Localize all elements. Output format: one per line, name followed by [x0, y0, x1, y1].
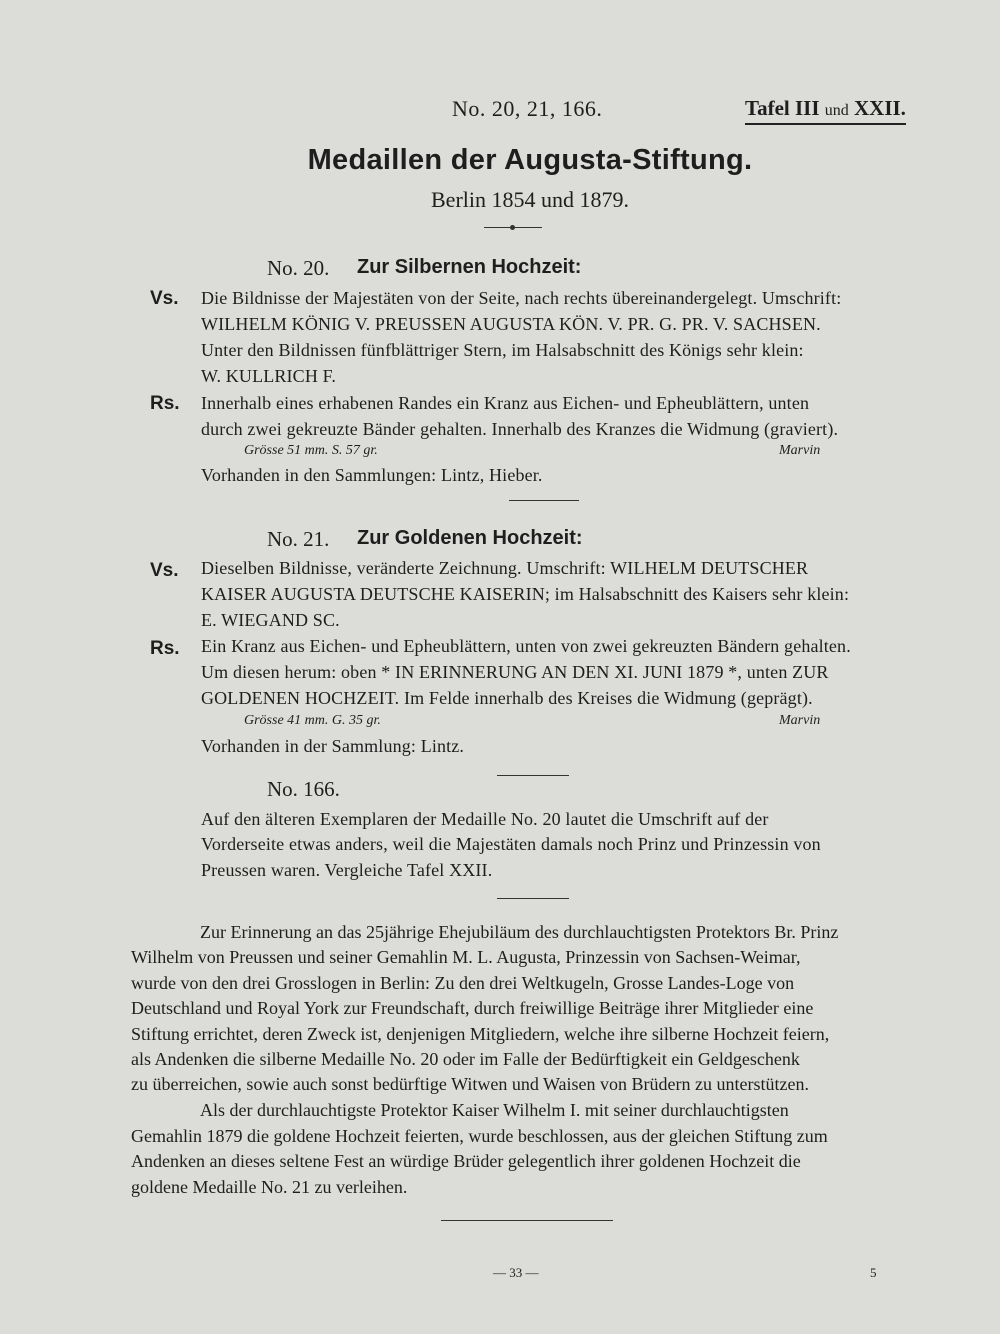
no21-label: No. 21. [267, 527, 330, 551]
no21-vs-mark: Vs. [150, 560, 179, 581]
body-p1-line-1: Zur Erinnerung an das 25jährige Ehejubiläum des durchlauchtigsten Protektors Br. Prinz [200, 922, 839, 942]
no20-size: Grösse 51 mm. S. 57 gr. [244, 443, 378, 458]
no20-vs-line-1: Die Bildnisse der Majestäten von der Seite, nach rechts übereinandergelegt. Umschrift: [201, 288, 842, 308]
tafel-label: Tafel III [745, 96, 820, 120]
body-p1-line-7: zu überreichen, sowie auch sonst bedürftige Witwen und Waisen von Brüdern zu unterstützen. [131, 1074, 809, 1094]
no20-source: Marvin [779, 443, 821, 458]
no166-line-2: Vorderseite etwas anders, weil die Majestäten damals noch Prinz und Prinzessin von [201, 834, 821, 854]
no21-vs-line-3: E. WIEGAND SC. [201, 610, 340, 630]
header-numbers: No. 20, 21, 166. [452, 96, 603, 121]
tafel-und: und [824, 102, 849, 119]
page-subtitle: Berlin 1854 und 1879. [431, 187, 629, 212]
no21-rs-line-3: GOLDENEN HOCHZEIT. Im Felde innerhalb des Kreises die Widmung (geprägt). [201, 688, 813, 708]
divider-rule [509, 500, 579, 501]
divider-rule-3 [497, 898, 569, 899]
no20-rs-line-2: durch zwei gekreuzte Bänder gehalten. Innerhalb des Kranzes die Widmung (graviert). [201, 419, 839, 439]
no21-rs-line-2: Um diesen herum: oben * IN ERINNERUNG AN DEN XI. JUNI 1879 *, unten ZUR [201, 662, 829, 682]
no20-rs-mark: Rs. [150, 393, 180, 414]
divider-rule-2 [497, 775, 569, 776]
body-p1-line-4: Deutschland und Royal York zur Freundschaft, durch freiwillige Beiträge ihrer Mitglieder eine [131, 998, 814, 1018]
no21-heading: Zur Goldenen Hochzeit: [357, 527, 583, 549]
no20-rs-line-1: Innerhalb eines erhabenen Randes ein Kranz aus Eichen- und Epheublättern, unten [201, 393, 810, 413]
no21-source: Marvin [779, 713, 821, 728]
ornament-dot [510, 225, 515, 230]
no166-line-1: Auf den älteren Exemplaren der Medaille No. 20 lautet die Umschrift auf der [201, 809, 769, 829]
no20-vs-line-2: WILHELM KÖNIG V. PREUSSEN AUGUSTA KÖN. V. PR. G. PR. V. SACHSEN. [201, 314, 821, 334]
no21-rs-mark: Rs. [150, 638, 180, 659]
no21-size: Grösse 41 mm. G. 35 gr. [244, 713, 381, 728]
no20-heading: Zur Silbernen Hochzeit: [357, 256, 582, 278]
no20-vs-line-4: W. KULLRICH F. [201, 366, 336, 386]
page-title: Medaillen der Augusta-Stiftung. [307, 144, 753, 176]
body-p2-line-2: Gemahlin 1879 die goldene Hochzeit feierten, wurde beschlossen, aus der gleichen Stiftung zum [131, 1126, 828, 1146]
signature-mark: 5 [870, 1265, 877, 1280]
no21-rs-line-1: Ein Kranz aus Eichen- und Epheublättern, unten von zwei gekreuzten Bändern gehalten. [201, 636, 851, 656]
no21-vs-line-2: KAISER AUGUSTA DEUTSCHE KAISERIN; im Halsabschnitt des Kaisers sehr klein: [201, 584, 850, 604]
header-tafel [745, 96, 906, 125]
body-p1-line-3: wurde von den drei Grosslogen in Berlin: Zu den drei Weltkugeln, Grosse Landes-Loge von [131, 973, 795, 993]
no20-label: No. 20. [267, 256, 330, 280]
no21-vs-line-1: Dieselben Bildnisse, veränderte Zeichnung. Umschrift: WILHELM DEUTSCHER [201, 558, 809, 578]
no20-vs-mark: Vs. [150, 288, 179, 309]
body-p1-line-2: Wilhelm von Preussen und seiner Gemahlin M. L. Augusta, Prinzessin von Sachsen-Weimar, [131, 947, 801, 967]
tafel-label-2: XXII. [854, 96, 906, 120]
closing-rule [441, 1220, 613, 1221]
no166-line-3: Preussen waren. Vergleiche Tafel XXII. [201, 860, 493, 880]
body-p2-line-3: Andenken an dieses seltene Fest an würdige Brüder gelegentlich ihrer goldenen Hochzeit die [131, 1151, 801, 1171]
body-p2-line-4: goldene Medaille No. 21 zu verleihen. [131, 1177, 408, 1197]
body-p1-line-6: als Andenken die silberne Medaille No. 20 oder im Falle der Bedürftigkeit ein Geldgeschenk [131, 1049, 800, 1069]
no20-vs-line-3: Unter den Bildnissen fünfblättriger Stern, im Halsabschnitt des Königs sehr klein: [201, 340, 804, 360]
no21-collections: Vorhanden in der Sammlung: Lintz. [201, 736, 465, 756]
body-p2-line-1: Als der durchlauchtigste Protektor Kaiser Wilhelm I. mit seiner durchlauchtigsten [200, 1100, 789, 1120]
body-p1-line-5: Stiftung errichtet, deren Zweck ist, denjenigen Mitgliedern, welche ihre silberne Hochzeit feiern, [131, 1024, 830, 1044]
no20-collections: Vorhanden in den Sammlungen: Lintz, Hieber. [201, 465, 543, 485]
no166-label: No. 166. [267, 777, 340, 801]
page-number: — 33 — [493, 1265, 539, 1280]
